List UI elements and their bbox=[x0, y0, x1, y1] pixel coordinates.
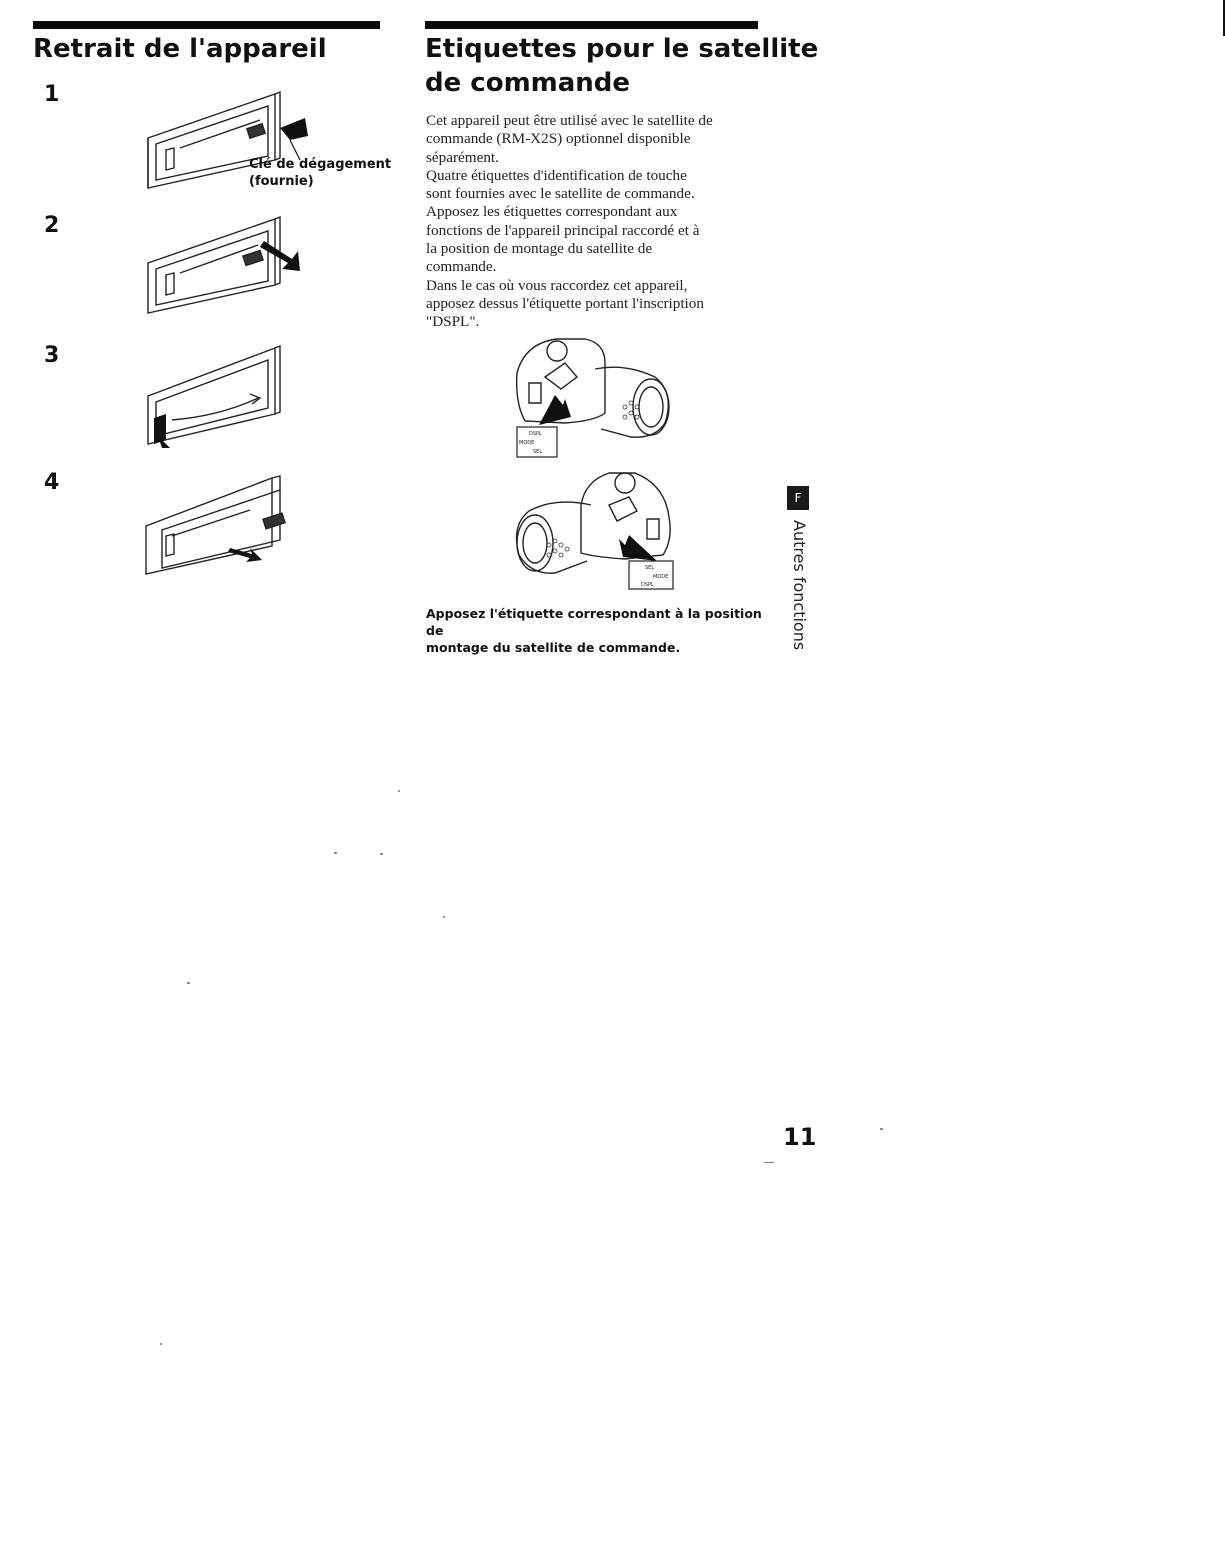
left-heading-rule bbox=[33, 21, 380, 29]
step-number: 4 bbox=[44, 470, 60, 495]
label-text: SEL bbox=[533, 449, 543, 455]
label-text: MODE bbox=[519, 440, 535, 446]
body-line: "DSPL". bbox=[426, 313, 480, 331]
right-section-title bbox=[425, 32, 818, 100]
label-text: DSPL bbox=[529, 431, 542, 437]
scan-speck bbox=[334, 852, 337, 854]
callout-line: Clé de dégagement bbox=[249, 157, 392, 172]
step-number: 1 bbox=[44, 82, 60, 107]
front-panel-push-illustration bbox=[140, 215, 315, 320]
page-number: 11 bbox=[783, 1123, 817, 1151]
body-line: la position de montage du satellite de bbox=[426, 240, 653, 258]
scan-speck bbox=[160, 1343, 162, 1345]
left-section-title: Retrait de l'appareil bbox=[33, 34, 327, 64]
scan-speck bbox=[443, 916, 445, 918]
label-text: MODE bbox=[653, 574, 669, 580]
caption-line: montage du satellite de commande. bbox=[426, 640, 681, 655]
satellite-commander-top-illustration bbox=[505, 333, 680, 463]
body-line: commande (RM-X2S) optionnel disponible bbox=[426, 130, 691, 148]
body-line: Dans le cas où vous raccordez cet appareil, bbox=[426, 276, 688, 294]
body-line: séparément. bbox=[426, 148, 499, 166]
scan-speck bbox=[880, 1128, 883, 1130]
body-line: sont fournies avec le satellite de commande. bbox=[426, 185, 695, 203]
label-text: DSPL bbox=[641, 582, 654, 588]
scan-speck bbox=[764, 1162, 774, 1163]
unit-pull-out-illustration bbox=[140, 470, 315, 582]
label-text: SEL bbox=[645, 565, 655, 571]
body-paragraph bbox=[426, 112, 766, 332]
section-tab-letter: F bbox=[787, 486, 809, 510]
illustration-caption bbox=[426, 605, 771, 656]
section-tab-text: Autres fonctions bbox=[790, 520, 809, 651]
front-panel-pivot-illustration bbox=[140, 340, 315, 450]
right-heading-rule bbox=[425, 21, 758, 29]
caption-line: Apposez l'étiquette correspondant à la position de bbox=[426, 606, 762, 638]
scan-speck bbox=[380, 853, 383, 855]
callout-line: (fournie) bbox=[249, 174, 314, 189]
body-line: Cet appareil peut être utilisé avec le satellite de bbox=[426, 112, 713, 129]
title-line: de commande bbox=[425, 68, 631, 98]
body-line: commande. bbox=[426, 258, 497, 276]
body-line: Apposez les étiquettes correspondant aux bbox=[426, 203, 678, 221]
scan-speck bbox=[398, 790, 400, 792]
section-tab-label bbox=[785, 520, 811, 660]
scan-speck bbox=[187, 982, 190, 984]
body-line: fonctions de l'appareil principal raccordé et à bbox=[426, 221, 700, 239]
satellite-commander-bottom-illustration bbox=[505, 465, 680, 595]
body-line: Quatre étiquettes d'identification de touche bbox=[426, 166, 687, 184]
release-key-callout bbox=[249, 156, 391, 190]
title-line: Etiquettes pour le satellite bbox=[425, 34, 819, 64]
step-number: 2 bbox=[44, 213, 60, 238]
step-number: 3 bbox=[44, 343, 60, 368]
body-line: apposez dessus l'étiquette portant l'inscription bbox=[426, 294, 704, 312]
